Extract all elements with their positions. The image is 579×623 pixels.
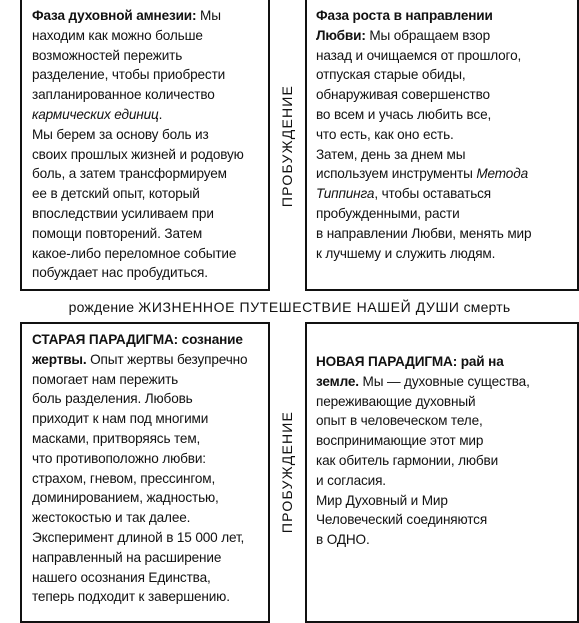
awakening-label-top: ПРОБУЖДЕНИЕ <box>279 84 296 207</box>
phase-spiritual-amnesia-title: Фаза духовной амнезии: <box>32 8 197 23</box>
phase-growth-toward-love-box <box>305 0 579 291</box>
death-label: смерть <box>463 298 511 315</box>
phase-growth-title: Фаза роста в направлении <box>316 8 493 23</box>
new-paradigm-box <box>305 322 579 623</box>
old-paradigm-box <box>20 322 270 623</box>
soul-journey-band <box>0 291 579 322</box>
awakening-label-bottom: ПРОБУЖДЕНИЕ <box>279 410 296 533</box>
new-paradigm-title: НОВАЯ ПАРАДИГМА: рай на <box>316 354 504 369</box>
old-paradigm-title: СТАРАЯ ПАРАДИГМА: сознание <box>32 332 243 347</box>
new-paradigm-text: НОВАЯ ПАРАДИГМА: рай на земле. Мы — духовные существа, переживающие духовный опыт в человеческом теле, воспринимающие этот мир как обитель гармонии, любви и согласия. Мир Духовный и Мир Человеческий соединяются в ОДНО. <box>316 352 571 550</box>
old-paradigm-text: СТАРАЯ ПАРАДИГМА: сознание жертвы. Опыт жертвы безупречно помогает нам пережить боль разделения. Любовь приходит к нам под многими масками, притворяясь тем, что противоположно любви: страхом, гневом, прессингом, доминированием, жадностью, жестокостью и так далее. Эксперимент длиной в 15 000 лет, направленный на расширение нашего осознания Единства, теперь подходит к завершению. <box>32 330 262 607</box>
phase-spiritual-amnesia-text: Фаза духовной амнезии: Мы находим как можно больше возможностей пережить разделение, чтобы приобрести запланированное количество кармических единиц. Мы берем за основу боль из своих прошлых жизней и родовую боль, а затем трансформируем ее в детский опыт, который впоследствии усиливаем при помощи повторений. Затем какое-либо переломное событие побуждает нас пробудиться. <box>32 8 244 281</box>
soul-journey-title: ЖИЗНЕННОЕ ПУТЕШЕСТВИЕ НАШЕЙ ДУШИ <box>138 298 460 315</box>
birth-label: рождение <box>68 298 135 315</box>
phase-spiritual-amnesia-box <box>20 0 270 291</box>
phase-growth-toward-love-text: Фаза роста в направлении Любви: Мы обращаем взор назад и очищаемся от прошлого, отпуская старые обиды, обнаруживая совершенство во всем и учась любить все, что есть, как оно есть. Затем, день за днем мы используем инструменты Метода Типпинга, чтобы оставаться пробужденными, расти в направлении Любви, менять мир к лучшему и служить людям. <box>316 6 571 263</box>
